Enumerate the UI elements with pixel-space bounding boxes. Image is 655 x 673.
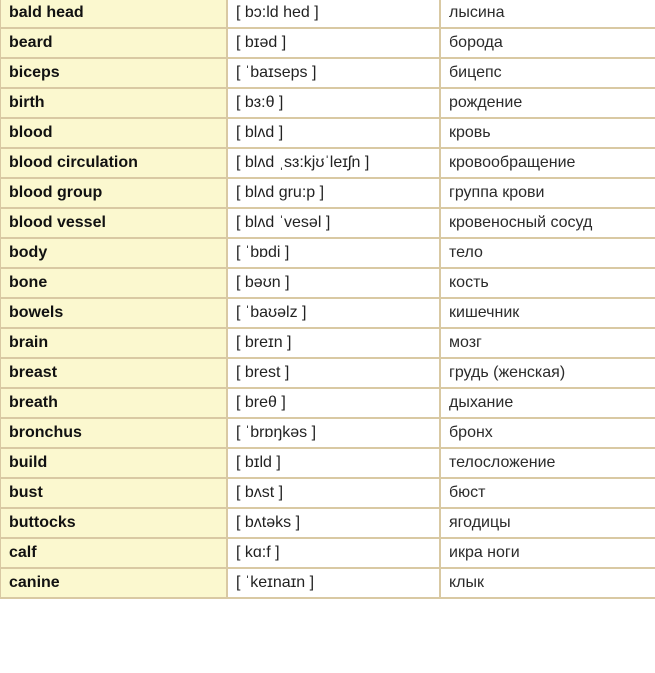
translation-cell: кровеносный сосуд — [440, 208, 655, 238]
transcription-cell: [ brest ] — [227, 358, 440, 388]
transcription-cell: [ blʌd ˌsɜ:kjʊˈleɪʃn ] — [227, 148, 440, 178]
table-row — [0, 268, 655, 298]
word-cell: beard — [0, 28, 227, 58]
translation-cell: бронх — [440, 418, 655, 448]
word-cell: bust — [0, 478, 227, 508]
table-row — [0, 568, 655, 598]
transcription-cell: [ blʌd ] — [227, 118, 440, 148]
translation-cell: дыхание — [440, 388, 655, 418]
translation-cell: группа крови — [440, 178, 655, 208]
table-row — [0, 238, 655, 268]
word-cell: bone — [0, 268, 227, 298]
table-row — [0, 328, 655, 358]
translation-cell: бицепс — [440, 58, 655, 88]
word-cell: blood circulation — [0, 148, 227, 178]
table-row — [0, 448, 655, 478]
transcription-cell: [ blʌd ˈvesəl ] — [227, 208, 440, 238]
table-row — [0, 0, 655, 28]
transcription-cell: [ bʌtəks ] — [227, 508, 440, 538]
transcription-cell: [ blʌd gru:p ] — [227, 178, 440, 208]
table-row — [0, 58, 655, 88]
word-cell: calf — [0, 538, 227, 568]
word-cell: bronchus — [0, 418, 227, 448]
transcription-cell: [ kɑ:f ] — [227, 538, 440, 568]
table-row — [0, 28, 655, 58]
word-cell: canine — [0, 568, 227, 598]
word-cell: body — [0, 238, 227, 268]
table-row — [0, 538, 655, 568]
word-cell: blood group — [0, 178, 227, 208]
word-cell: bowels — [0, 298, 227, 328]
transcription-cell: [ breθ ] — [227, 388, 440, 418]
transcription-cell: [ bɔ:ld hed ] — [227, 0, 440, 28]
transcription-cell: [ bʌst ] — [227, 478, 440, 508]
table-row — [0, 418, 655, 448]
table-row — [0, 148, 655, 178]
translation-cell: кровообращение — [440, 148, 655, 178]
table-row — [0, 298, 655, 328]
transcription-cell: [ bɪld ] — [227, 448, 440, 478]
word-cell: bald head — [0, 0, 227, 28]
word-cell: birth — [0, 88, 227, 118]
translation-cell: ягодицы — [440, 508, 655, 538]
table-row — [0, 208, 655, 238]
translation-cell: рождение — [440, 88, 655, 118]
table-row — [0, 88, 655, 118]
translation-cell: борода — [440, 28, 655, 58]
translation-cell: тело — [440, 238, 655, 268]
transcription-cell: [ ˈbrɒŋkəs ] — [227, 418, 440, 448]
translation-cell: икра ноги — [440, 538, 655, 568]
word-cell: biceps — [0, 58, 227, 88]
transcription-cell: [ bɜ:θ ] — [227, 88, 440, 118]
transcription-cell: [ ˈkeɪnaɪn ] — [227, 568, 440, 598]
translation-cell: телосложение — [440, 448, 655, 478]
word-cell: blood — [0, 118, 227, 148]
translation-cell: клык — [440, 568, 655, 598]
transcription-cell: [ ˈbɒdi ] — [227, 238, 440, 268]
table-row — [0, 388, 655, 418]
table-row — [0, 178, 655, 208]
translation-cell: мозг — [440, 328, 655, 358]
word-cell: breath — [0, 388, 227, 418]
translation-cell: грудь (женская) — [440, 358, 655, 388]
transcription-cell: [ ˈbaʊəlz ] — [227, 298, 440, 328]
word-cell: buttocks — [0, 508, 227, 538]
word-cell: blood vessel — [0, 208, 227, 238]
table-row — [0, 118, 655, 148]
transcription-cell: [ bɪəd ] — [227, 28, 440, 58]
table-row — [0, 508, 655, 538]
translation-cell: лысина — [440, 0, 655, 28]
word-cell: brain — [0, 328, 227, 358]
table-row — [0, 358, 655, 388]
translation-cell: бюст — [440, 478, 655, 508]
word-cell: breast — [0, 358, 227, 388]
transcription-cell: [ breɪn ] — [227, 328, 440, 358]
translation-cell: кость — [440, 268, 655, 298]
transcription-cell: [ ˈbaɪseps ] — [227, 58, 440, 88]
word-cell: build — [0, 448, 227, 478]
translation-cell: кишечник — [440, 298, 655, 328]
transcription-cell: [ bəʊn ] — [227, 268, 440, 298]
translation-cell: кровь — [440, 118, 655, 148]
table-row — [0, 478, 655, 508]
